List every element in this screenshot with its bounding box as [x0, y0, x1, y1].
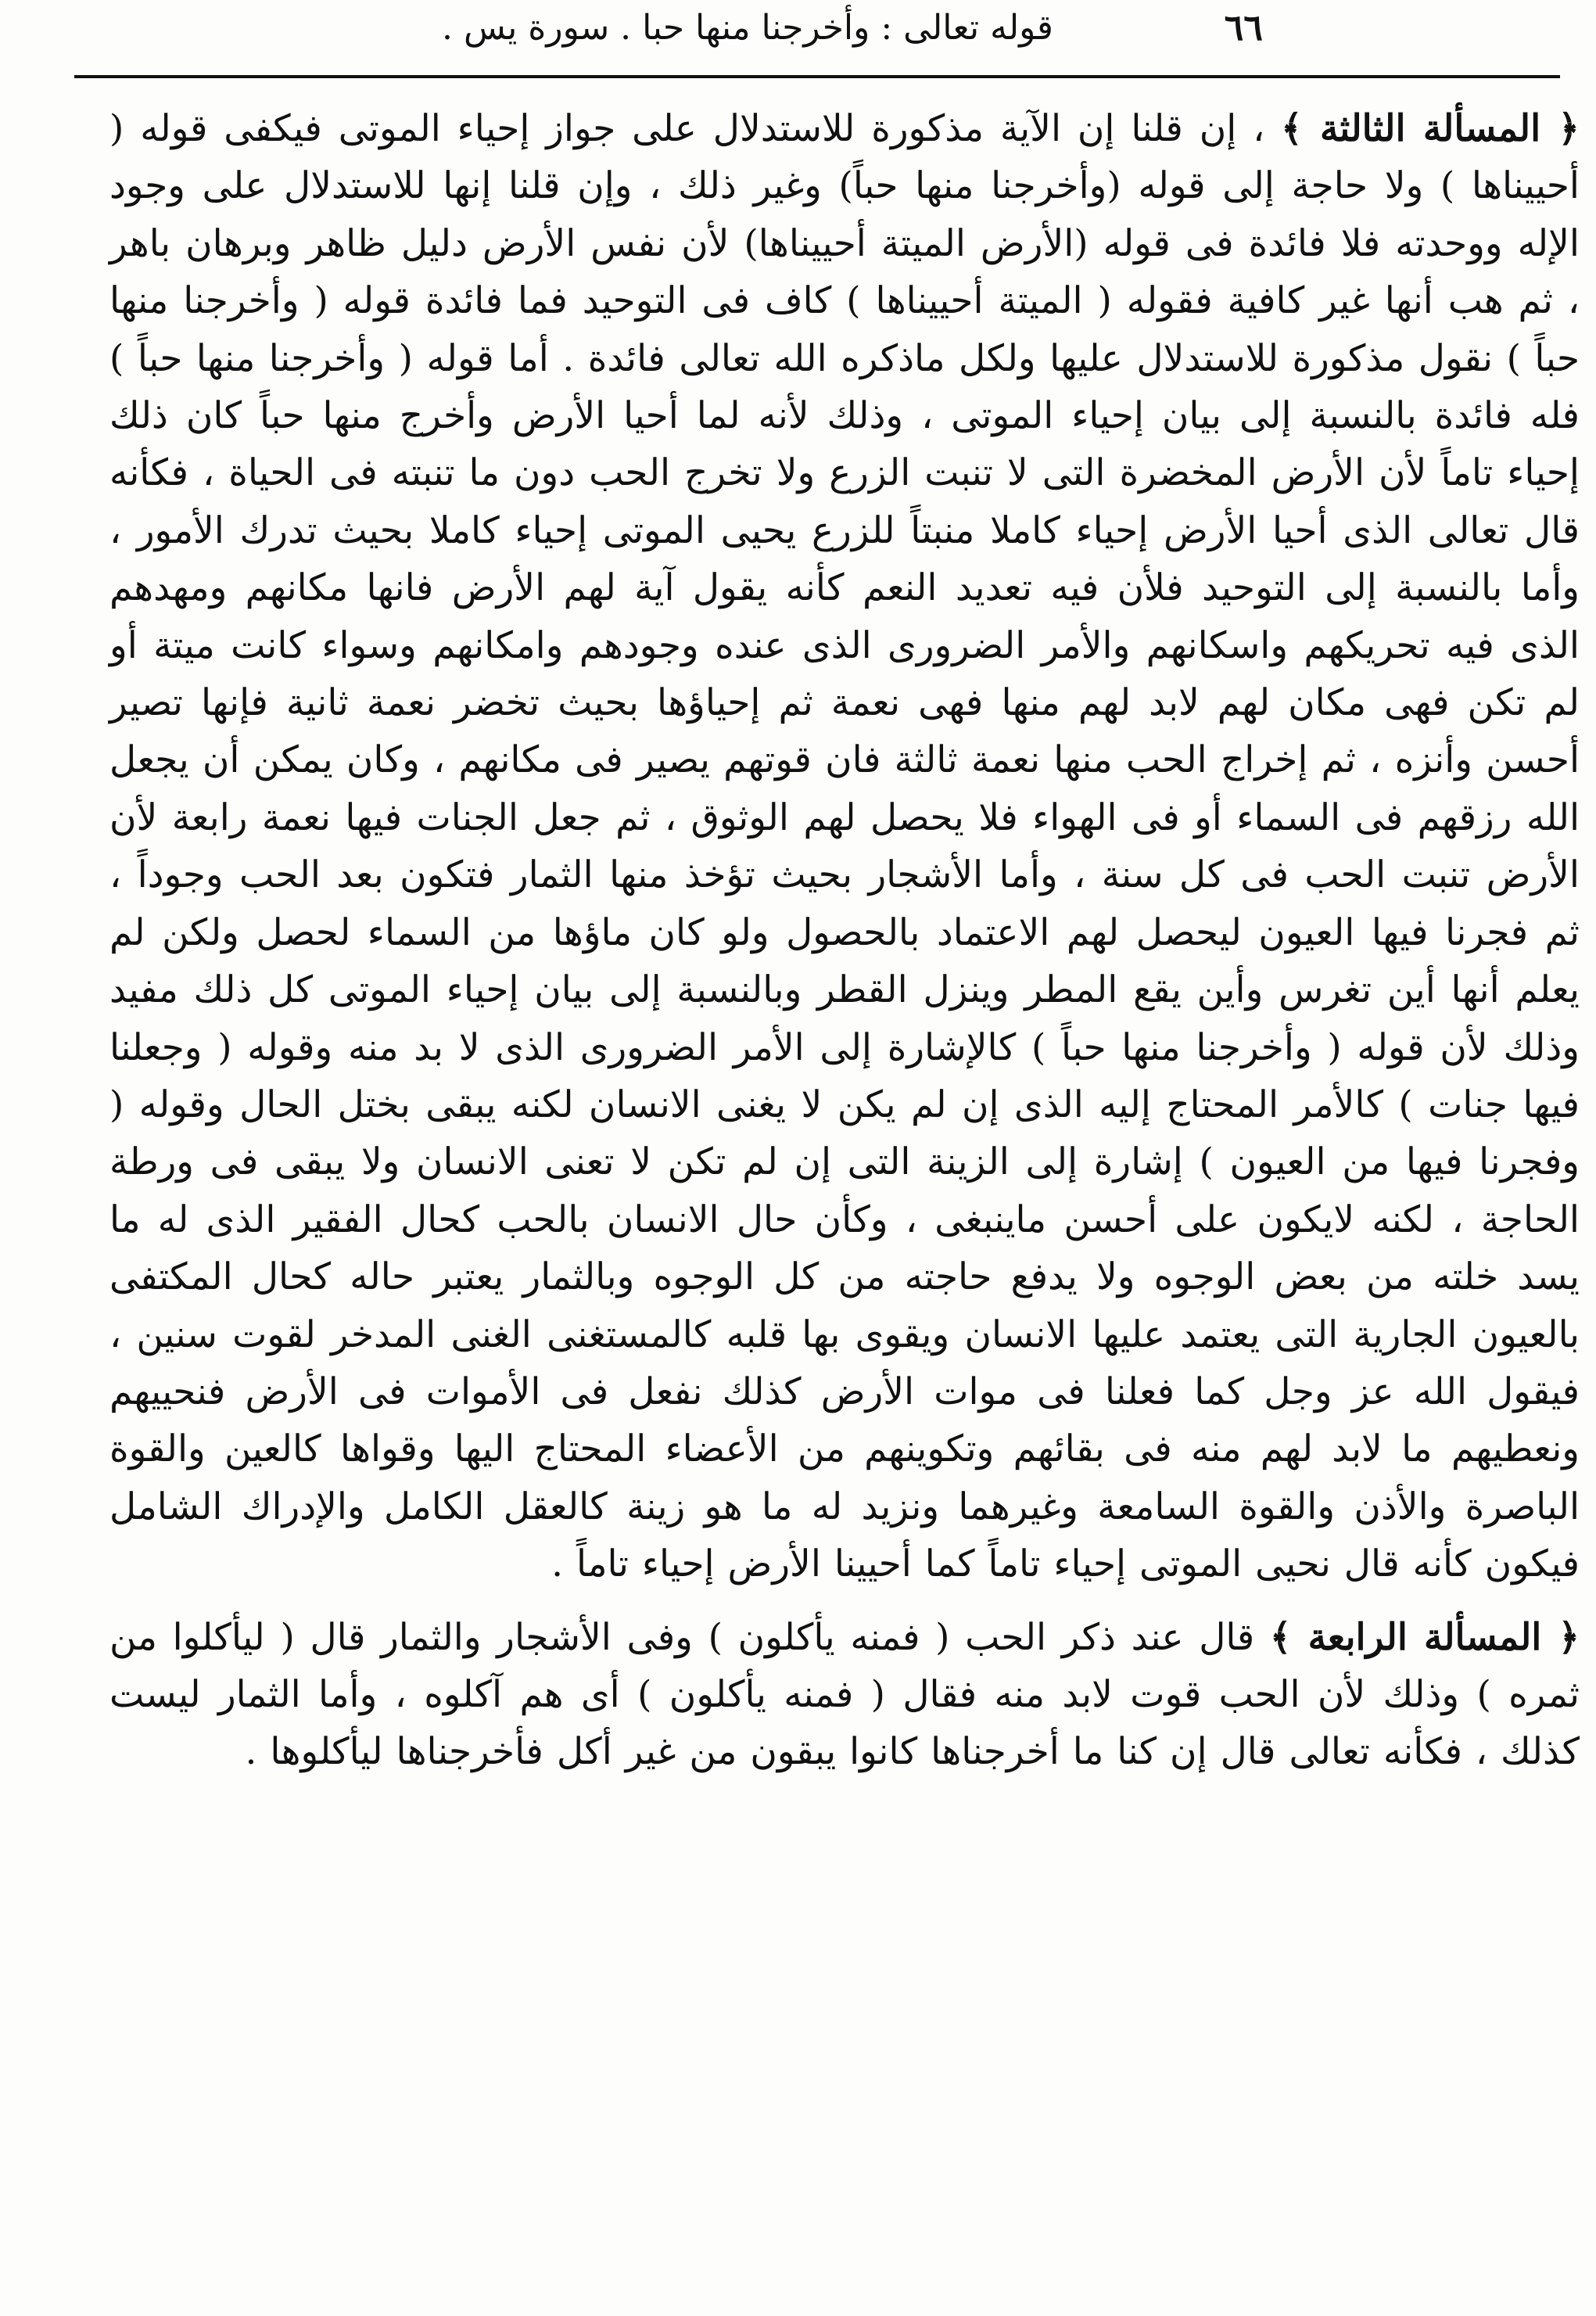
running-title: قوله تعالى : وأخرجنا منها حبا . سورة يس .	[442, 8, 1053, 48]
section-text: قال عند ذكر الحب ( فمنه يأكلون ) وفى الأشجار والثمار قال ( ليأكلوا من ثمره ) وذلك لأن الحب قوت لابد منه فقال ( فمنه يأكلون ) أى هم آكلوه ، وأما الثمار ليست كذلك ، فكأنه تعالى قال إن كنا ما أخرجناها كانوا يبقون من غير أكل فأخرجناها ليأكلوها .	[109, 1615, 1580, 1774]
page-number: ٦٦	[1224, 6, 1263, 48]
section-heading: ﴿ المسألة الرابعة ﴾	[1269, 1615, 1580, 1659]
section-paragraph-third-issue	[109, 100, 1580, 1593]
header-divider	[74, 75, 1560, 78]
section-text: ، إن قلنا إن الآية مذكورة للاستدلال على جواز إحياء الموتى فيكفى قوله ( أحييناها ) ولا حاجة إلى قوله (وأخرجنا منها حباً) وغير ذلك ، وإن قلنا إنها للاستدلال على وجود الإله ووحدته فلا فائدة فى قوله (الأرض الميتة أحييناها) لأن نفس الأرض دليل ظاهر وبرهان باهر ، ثم هب أنها غير كافية فقوله ( الميتة أحييناها ) كاف فى التوحيد فما فائدة قوله ( وأخرجنا منها حباً ) نقول مذكورة للاستدلال عليها ولكل ماذكره الله تعالى فائدة . أما قوله ( وأخرجنا منها حباً ) فله فائدة بالنسبة إلى بيان إحياء الموتى ، وذلك لأنه لما أحيا الأرض وأخرج منها حباً كان ذلك إحياء تاماً لأن الأرض المخضرة التى لا تنبت الزرع ولا تخرج الحب دون ما تنبته فى الحياة ، فكأنه قال تعالى الذى أحيا الأرض إحياء كاملا منبتاً للزرع يحيى الموتى إحياء كاملا بحيث تدرك الأمور ، وأما بالنسبة إلى التوحيد فلأن فيه تعديد النعم كأنه يقول آية لهم الأرض فانها مكانهم ومهدهم الذى فيه تحريكهم واسكانهم والأمر الضرورى الذى عنده وجودهم وامكانهم وسواء كانت ميتة أو لم تكن فهى مكان لهم لابد لهم منها فهى نعمة ثم إحياؤها بحيث تخضر نعمة ثانية فإنها تصير أحسن وأنزه ، ثم إخراج الحب منها نعمة ثالثة فان قوتهم يصير فى مكانهم ، وكان يمكن أن يجعل الله رزقهم فى السماء أو فى الهواء فلا يحصل لهم الوثوق ، ثم جعل الجنات فيها نعمة رابعة لأن الأرض تنبت الحب فى كل سنة ، وأما الأشجار بحيث تؤخذ منها الثمار فتكون بعد الحب وجوداً ، ثم فجرنا فيها العيون ليحصل لهم الاعتماد بالحصول ولو كان ماؤها من السماء لحصل ولكن لم يعلم أنها أين تغرس وأين يقع المطر وينزل القطر وبالنسبة إلى بيان إحياء الموتى كل ذلك مفيد وذلك لأن قوله ( وأخرجنا منها حباً ) كالإشارة إلى الأمر الضرورى الذى لا بد منه وقوله ( وجعلنا فيها جنات ) كالأمر المحتاج إليه الذى إن لم يكن لا يغنى الانسان لكنه يبقى بختل الحال وقوله ( وفجرنا فيها من العيون ) إشارة إلى الزينة التى إن لم تكن لا تعنى الانسان ولا يبقى فى ورطة الحاجة ، لكنه لايكون على أحسن ماينبغى ، وكأن حال الانسان بالحب كحال الفقير الذى له ما يسد خلته من بعض الوجوه ولا يدفع حاجته من كل الوجوه وبالثمار يعتبر حاله كحال المكتفى بالعيون الجارية التى يعتمد عليها الانسان ويقوى بها قلبه كالمستغنى الغنى المدخر لقوت سنين ، فيقول الله عز وجل كما فعلنا فى موات الأرض كذلك نفعل فى الأموات فى الأرض فنحييهم ونعطيهم ما لابد لهم منه فى بقائهم وتكوينهم من الأعضاء المحتاج اليها وقواها كالعين والقوة الباصرة والأذن والقوة السامعة وغيرهما ونزيد له ما هو زينة كالعقل الكامل والإدراك الشامل فيكون كأنه قال نحيى الموتى إحياء تاماً كما أحيينا الأرض إحياء تاماً .	[109, 107, 1580, 1586]
section-heading: ﴿ المسألة الثالثة ﴾	[1281, 107, 1580, 150]
section-paragraph-fourth-issue	[109, 1609, 1580, 1781]
body-text	[109, 100, 1580, 1781]
page-header	[74, 6, 1560, 61]
